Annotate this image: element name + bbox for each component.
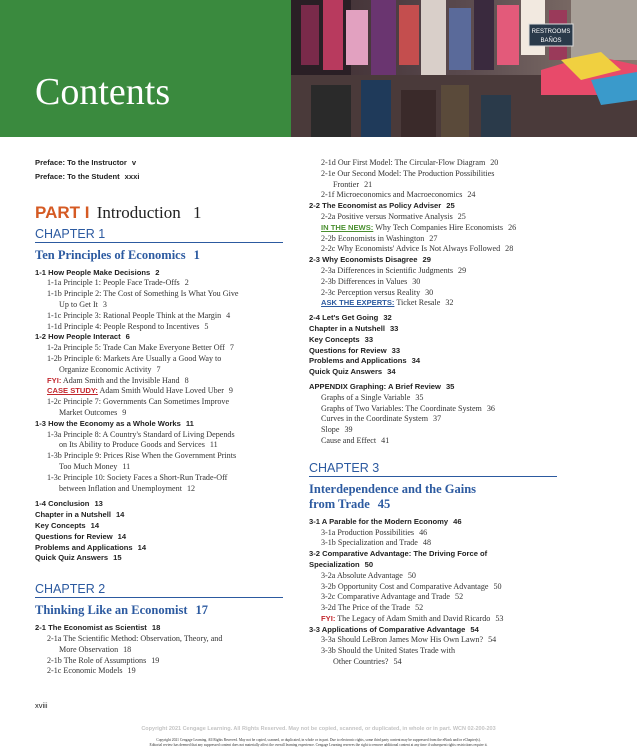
toc-entry-page: 24 (467, 190, 476, 200)
toc-entry-text: Slope (321, 425, 340, 435)
toc-entry[interactable] (309, 244, 564, 255)
toc-entry-text: Organize Economic Activity (59, 364, 152, 374)
chapter-1-label: CHAPTER 1 (35, 227, 283, 243)
toc-entry-page: 30 (412, 276, 421, 286)
fyi-entry[interactable]: FYI: Adam Smith and the Invisible Hand 8 (47, 375, 189, 385)
toc-entry-page: 25 (457, 211, 466, 221)
toc-entry-page: 14 (90, 520, 100, 530)
toc-entry[interactable] (35, 408, 290, 419)
toc-entry[interactable] (309, 180, 564, 191)
appendix-entries (309, 393, 564, 447)
toc-entry-page: 7 (156, 364, 161, 374)
toc-entry[interactable] (309, 288, 564, 299)
toc-entry-text: 1-1a Principle 1: People Face Trade-Offs (47, 278, 180, 288)
toc-entry[interactable] (309, 266, 564, 277)
toc-entry-page: 2 (155, 267, 160, 277)
toc-entry[interactable] (35, 656, 290, 667)
toc-entry[interactable] (35, 332, 290, 343)
chapter-2-endmatter (309, 313, 564, 378)
toc-entry[interactable] (35, 645, 290, 656)
toc-entry[interactable] (35, 311, 290, 322)
toc-entry-text: Chapter in a Nutshell (35, 510, 111, 520)
toc-entry-page: 27 (429, 233, 438, 243)
toc-entry[interactable] (35, 419, 290, 430)
page-title: Contents (35, 71, 171, 113)
photo-sign-text-2: BAÑOS (540, 38, 562, 44)
toc-entry-page: 11 (122, 461, 131, 471)
toc-entry-text: Key Concepts (35, 520, 86, 530)
toc-entry-page: 25 (446, 201, 455, 211)
toc-entry-text: 3-1 A Parable for the Modern Economy (309, 516, 449, 526)
toc-entry-text: 2-3b Differences in Values (321, 276, 408, 286)
chapter-2-title[interactable]: Thinking Like an Economist 17 (35, 603, 208, 618)
copyright-watermark: Copyright 2021 Cengage Learning. All Rights Reserved. May not be copied, scanned, or duplicated, in whole or in part. WCN 02-200-203 (141, 726, 496, 732)
toc-entry-text: 1-1d Principle 4: People Respond to Incentives (47, 321, 200, 331)
toc-entry-page: 14 (137, 542, 147, 552)
toc-entry-page: 54 (488, 635, 497, 645)
case-study-entry[interactable]: CASE STUDY: Adam Smith Would Have Loved Uber 9 (47, 386, 233, 396)
part-heading[interactable]: PART I Introduction 1 (35, 202, 202, 222)
ask-the-experts-entry[interactable]: ASK THE EXPERTS: Ticket Resale 32 (321, 298, 454, 308)
toc-entry-page: 54 (470, 624, 479, 634)
toc-entry-text: 1-2a Principle 5: Trade Can Make Everyone Better Off (47, 343, 225, 353)
toc-entry-page: 19 (151, 655, 160, 665)
toc-entry[interactable] (309, 657, 564, 668)
title-panel (0, 0, 291, 137)
header-banner (0, 0, 637, 137)
toc-entry-text: on Its Ability to Produce Goods and Services (59, 440, 205, 450)
toc-entry[interactable] (309, 393, 564, 404)
toc-entry-text: Graphs of Two Variables: The Coordinate System (321, 403, 482, 413)
toc-entry[interactable] (35, 322, 290, 333)
toc-entry[interactable] (309, 404, 564, 415)
left-column (35, 158, 290, 677)
toc-entry-text: 3-3a Should LeBron James Mow His Own Lawn? (321, 635, 484, 645)
toc-entry-page: 12 (186, 483, 196, 493)
toc-entry[interactable] (309, 592, 564, 603)
toc-entry[interactable] (309, 169, 564, 180)
toc-entry[interactable] (35, 521, 290, 532)
toc-entry-text: 2-2 The Economist as Policy Adviser (309, 201, 442, 211)
chapter-3-label: CHAPTER 3 (309, 461, 557, 477)
toc-entry[interactable] (309, 367, 564, 378)
toc-entry[interactable] (35, 268, 290, 279)
fyi-entry-2[interactable]: FYI: The Legacy of Adam Smith and David Ricardo 53 (321, 613, 504, 623)
copyright-line-2: Copyright 2021 Cengage Learning. All Rights Reserved. May not be copied, scanned, or duplicated, in whole or in part. Due to electronic rights, some third party content may be suppressed from the eBook and/or eChapter(s). (156, 738, 481, 742)
toc-entry[interactable] (309, 335, 564, 346)
toc-entry-text: Problems and Applications (35, 542, 133, 552)
chapter-1-endmatter (35, 499, 290, 564)
preface-instructor[interactable]: Preface: To the Instructor v (35, 158, 137, 167)
toc-entry-page: 29 (458, 265, 467, 275)
toc-entry-text: Too Much Money (59, 461, 118, 471)
toc-entry-text: 3-1a Production Possibilities (321, 527, 415, 537)
toc-entry-text: 2-1c Economic Models (47, 666, 123, 676)
toc-entry-page: 14 (117, 531, 127, 541)
toc-entry[interactable] (35, 354, 290, 365)
toc-entry-page: 32 (383, 313, 392, 323)
toc-entry-text: 2-3c Perception versus Reality (321, 287, 421, 297)
toc-entry-page: 41 (381, 435, 390, 445)
toc-entry[interactable] (309, 528, 564, 539)
toc-entry-page: 4 (226, 310, 231, 320)
toc-entry-page: 50 (493, 581, 502, 591)
photo-sign-text: RESTROOMS (531, 29, 571, 35)
toc-entry-text: 1-3a Principle 8: A Country's Standard of Living Depends (47, 429, 235, 439)
toc-entry[interactable] (309, 603, 564, 614)
toc-entry-page: 15 (113, 553, 122, 563)
toc-entry[interactable] (309, 212, 564, 223)
toc-entry-text: 2-3 Why Economists Disagree (309, 255, 418, 265)
toc-entry-text: 2-1e Our Second Model: The Production Possibilities (321, 168, 495, 178)
toc-entry-text: 2-1 The Economist as Scientist (35, 623, 147, 633)
toc-entry[interactable] (35, 462, 290, 473)
chapter-1-title[interactable]: Ten Principles of Economics 1 (35, 247, 200, 262)
toc-entry-text: 1-4 Conclusion (35, 499, 90, 509)
chapter-1-entries (35, 268, 290, 376)
toc-entry-text: 1-2c Principle 7: Governments Can Sometimes Improve (47, 397, 230, 407)
toc-entry-page: 14 (115, 510, 125, 520)
toc-entry-text: Frontier (333, 179, 360, 189)
toc-entry-page: 18 (151, 623, 161, 633)
toc-entry[interactable] (35, 484, 290, 495)
toc-entry[interactable] (309, 277, 564, 288)
toc-entry-page: 50 (407, 570, 416, 580)
toc-entry-text: 2-2b Economists in Washington (321, 233, 425, 243)
toc-entry-page: 33 (389, 323, 399, 333)
toc-entry[interactable] (35, 634, 290, 645)
toc-entry-text: 1-3b Principle 9: Prices Rise When the Government Prints (47, 451, 237, 461)
toc-entry-text: 3-2b Opportunity Cost and Comparative Advantage (321, 581, 489, 591)
page-number: xviii (35, 701, 48, 710)
chapter-2-entries-cont (309, 158, 564, 223)
toc-entry-page: 11 (209, 440, 218, 450)
toc-entry-page: 33 (391, 345, 401, 355)
toc-entry-page: 52 (415, 603, 424, 613)
toc-entry-text: 3-1b Specialization and Trade (321, 538, 418, 548)
toc-entry[interactable] (309, 425, 564, 436)
toc-entry-page: 54 (393, 657, 402, 667)
toc-entry[interactable] (35, 278, 290, 289)
toc-entry[interactable] (309, 234, 564, 245)
toc-entry-page: 3 (102, 299, 107, 309)
chapter-3-title[interactable]: Interdependence and the Gains from Trade 45 (309, 481, 477, 511)
toc-entry-text: 2-3a Differences in Scientific Judgments (321, 265, 454, 275)
toc-entry-text: Market Outcomes (59, 407, 118, 417)
toc-entry-page: 46 (419, 527, 428, 537)
toc-entry[interactable] (35, 289, 290, 300)
toc-entry-page: 13 (94, 499, 103, 509)
in-the-news-entry[interactable]: IN THE NEWS: Why Tech Companies Hire Economists 26 (321, 222, 517, 232)
toc-entry[interactable] (309, 356, 564, 367)
toc-entry-page: 19 (127, 666, 136, 676)
market-photo (291, 0, 637, 137)
toc-entry[interactable] (35, 451, 290, 462)
toc-entry[interactable] (35, 499, 290, 510)
toc-entry-text: Questions for Review (309, 345, 387, 355)
toc-entry-text: 2-1f Microeconomics and Macroeconomics (321, 190, 463, 200)
toc-entry-text: 3-2 Comparative Advantage: The Driving Force of (309, 549, 488, 559)
toc-entry-text: 3-2c Comparative Advantage and Trade (321, 592, 451, 602)
toc-entry-text: Specialization (309, 559, 360, 569)
toc-entry-text: Other Countries? (333, 657, 389, 667)
toc-entry-page: 28 (505, 244, 514, 254)
toc-entry-page: 5 (204, 321, 209, 331)
toc-entry[interactable] (309, 313, 564, 324)
toc-entry[interactable] (309, 414, 564, 425)
toc-entry[interactable] (309, 635, 564, 646)
toc-entry-text: 3-3 Applications of Comparative Advantage (309, 624, 466, 634)
toc-entry[interactable] (309, 538, 564, 549)
toc-entry[interactable] (309, 346, 564, 357)
chapter-3-entries (309, 517, 564, 614)
toc-entry-page: 39 (344, 425, 353, 435)
appendix-heading[interactable]: APPENDIX Graphing: A Brief Review 35 (309, 381, 455, 391)
toc-entry[interactable] (309, 255, 564, 266)
toc-entry[interactable] (35, 532, 290, 543)
toc-entry[interactable] (35, 397, 290, 408)
toc-entry-text: Quick Quiz Answers (309, 367, 383, 377)
chapter-3-entries-2 (309, 625, 564, 668)
toc-entry-page: 29 (422, 255, 431, 265)
toc-entry-text: 1-2 How People Interact (35, 332, 121, 342)
toc-entry[interactable] (35, 300, 290, 311)
toc-entry-text: 2-2c Why Economists' Advice Is Not Always Followed (321, 244, 501, 254)
toc-entry-page: 18 (123, 644, 132, 654)
toc-entry[interactable] (35, 510, 290, 521)
toc-entry-text: 1-1 How People Make Decisions (35, 267, 151, 277)
chapter-2-entries-cont-2 (309, 234, 564, 299)
toc-entry[interactable] (309, 549, 564, 560)
toc-entry[interactable] (35, 365, 290, 376)
toc-entry[interactable] (35, 553, 290, 564)
toc-entry-text: 1-1b Principle 2: The Cost of Something Is What You Give (47, 289, 239, 299)
toc-entry-text: 2-1b The Role of Assumptions (47, 655, 147, 665)
toc-entry-text: 1-1c Principle 3: Rational People Think at the Margin (47, 310, 222, 320)
toc-entry-text: 2-4 Let's Get Going (309, 313, 379, 323)
chapter-2-label: CHAPTER 2 (35, 582, 283, 598)
chapter-1-entries-2 (35, 397, 290, 494)
toc-entry[interactable] (309, 646, 564, 657)
toc-entry-page: 35 (415, 392, 424, 402)
preface-student[interactable]: Preface: To the Student xxxi (35, 171, 140, 181)
toc-entry[interactable] (309, 560, 564, 571)
toc-entry[interactable] (35, 473, 290, 484)
toc-entry-text: 1-3c Principle 10: Society Faces a Short-Run Trade-Off (47, 472, 228, 482)
toc-entry[interactable] (35, 623, 290, 634)
toc-entry-text: 3-2a Absolute Advantage (321, 570, 403, 580)
toc-entry[interactable] (309, 582, 564, 593)
copyright-line-3: Editorial review has deemed that any suppressed content does not materially affect the overall learning experience. Cengage Learning reserves the right to remove additional content at any time if subsequent rights restrictions require it. (149, 743, 488, 747)
toc-entry[interactable] (309, 324, 564, 335)
toc-entry-page: 6 (125, 332, 130, 342)
toc-entry[interactable] (35, 666, 290, 677)
toc-entry-text: 3-2d The Price of the Trade (321, 603, 411, 613)
toc-entry-page: 36 (486, 403, 495, 413)
right-column (309, 158, 564, 668)
toc-entry[interactable] (309, 201, 564, 212)
toc-entry-text: between Inflation and Unemployment (59, 483, 182, 493)
toc-entry-text: Chapter in a Nutshell (309, 323, 385, 333)
toc-entry-text: 2-1a The Scientific Method: Observation, Theory, and (47, 633, 223, 643)
toc-entry-page: 11 (185, 418, 194, 428)
toc-entry-text: Problems and Applications (309, 356, 407, 366)
toc-entry[interactable] (35, 440, 290, 451)
toc-entry-page: 50 (364, 559, 374, 569)
toc-entry-text: Cause and Effect (321, 435, 377, 445)
toc-entry-text: Quick Quiz Answers (35, 553, 109, 563)
toc-entry-text: Graphs of a Single Variable (321, 392, 411, 402)
toc-entry-page: 21 (364, 179, 373, 189)
toc-entry-text: 1-2b Principle 6: Markets Are Usually a Good Way to (47, 353, 222, 363)
toc-entry[interactable] (35, 430, 290, 441)
toc-entry-page: 33 (364, 334, 374, 344)
toc-entry-page: 30 (425, 287, 434, 297)
toc-entry-page: 20 (490, 158, 499, 167)
market-photo-illustration (291, 0, 637, 137)
toc-entry-text: Key Concepts (309, 334, 360, 344)
toc-entry-page: 34 (387, 367, 396, 377)
toc-entry[interactable] (309, 190, 564, 201)
chapter-2-entries (35, 623, 290, 677)
toc-entry-text: 2-1d Our First Model: The Circular-Flow Diagram (321, 158, 486, 167)
toc-entry[interactable] (309, 571, 564, 582)
toc-entry[interactable] (309, 625, 564, 636)
toc-entry-page: 7 (229, 343, 234, 353)
toc-entry-text: Curves in the Coordinate System (321, 414, 429, 424)
toc-entry-text: More Observation (59, 644, 119, 654)
toc-entry[interactable] (309, 517, 564, 528)
toc-entry[interactable] (309, 436, 564, 447)
toc-entry[interactable] (35, 343, 290, 354)
toc-entry-page: 52 (455, 592, 464, 602)
toc-entry-text: 3-3b Should the United States Trade with (321, 646, 455, 656)
toc-entry-page: 48 (422, 538, 431, 548)
toc-entry[interactable] (35, 543, 290, 554)
toc-entry-text: 1-3 How the Economy as a Whole Works (35, 418, 181, 428)
toc-entry-text: Up to Get It (59, 299, 98, 309)
toc-entry-text: Questions for Review (35, 531, 113, 541)
toc-entry-page: 2 (184, 278, 189, 288)
toc-entry-text: 2-2a Positive versus Normative Analysis (321, 211, 453, 221)
toc-entry-page: 34 (411, 356, 421, 366)
toc-entry-page: 9 (122, 407, 127, 417)
toc-entry-page: 37 (433, 414, 442, 424)
toc-entry-page: 46 (453, 516, 462, 526)
toc-entry[interactable] (309, 158, 564, 169)
